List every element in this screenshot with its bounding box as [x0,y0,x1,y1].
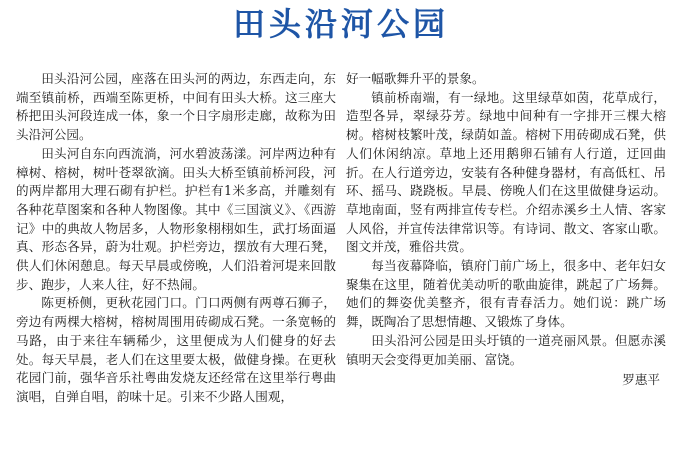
paragraph: 镇前桥南端，有一绿地。这里绿草如茵，花草成行，造型各异，翠绿芬芳。绿地中间种有一字排开三棵大榕树。榕树枝繁叶茂，绿荫如盖。榕树下用砖砌成石凳，供人们休闲纳凉。草地上还用鹅卵石铺有人行道，迂回曲折。在人行道旁边，安装有各种健身器材，有高低杠、吊环、摇马、跷跷板。早晨、傍晚人们在这里做健身运动。草地南面，竖有两排宣传专栏。介绍赤溪乡土人情、客家人风俗，并宣传法律常识等。有诗词、散文、客家山歌。图文并茂，雅俗共赏。 [346,89,666,255]
article-body [16,70,666,446]
paragraph: 每当夜幕降临，镇府门前广场上，很多中、老年妇女聚集在这里，随着优美动听的歌曲旋律，跳起了广场舞。她们的舞姿优美整齐，很有青春活力。她们说：跳广场舞，既陶冶了思想情趣、又锻炼了身体。 [346,258,666,330]
paragraph: 田头河自东向西流淌，河水碧波荡漾。河岸两边种有樟树、榕树，树叶苍翠欲滴。田头大桥至镇前桥河段，河的两岸都用大理石砌有护栏。护栏有1米多高，并雕刻有各种花草图案和各种人物图像。其中《三国演义》、《西游记》中的典故人物居多，人物形象栩栩如生，武打场面逼真、形态各异，蔚为壮观。护栏旁边，摆放有大理石凳，供人们休闲憩息。每天早晨或傍晚，人们沿着河堤来回散步、跑步，人来人往，好不热闹。 [16,145,336,292]
paragraph: 陈更桥侧，更秋花园门口。门口两侧有两尊石狮子，旁边有两棵大榕树，榕树周围用砖砌成石凳。一条宽畅的马路，由于来往车辆稀少，这里便成为人们健身的好去处。每天早晨，老人们在这里要太极，做健身操。在更秋花园门前，强华音乐社粤曲发烧友还经常在这里举行粤曲演唱，自弹自唱，韵味十足。引来不少路人围观， [16,295,336,404]
paragraph: 田头沿河公园，座落在田头河的两边，东西走向，东端至镇前桥，西端至陈更桥，中间有田头大桥。这三座大桥把田头河段连成一体，象一个日字扇形走廊，故称为田头沿河公园。 [16,71,336,143]
author-byline: 罗惠平 [622,372,660,388]
article-column-right [346,70,666,446]
paragraph-continued: 好一幅歌舞升平的景象。 [346,71,485,86]
paragraph: 田头沿河公园是田头圩镇的一道亮丽风景。但愿赤溪镇明天会变得更加美丽、富饶。 [346,332,666,367]
article-title: 田头沿河公园 [232,5,449,43]
article-column-left [16,70,336,446]
